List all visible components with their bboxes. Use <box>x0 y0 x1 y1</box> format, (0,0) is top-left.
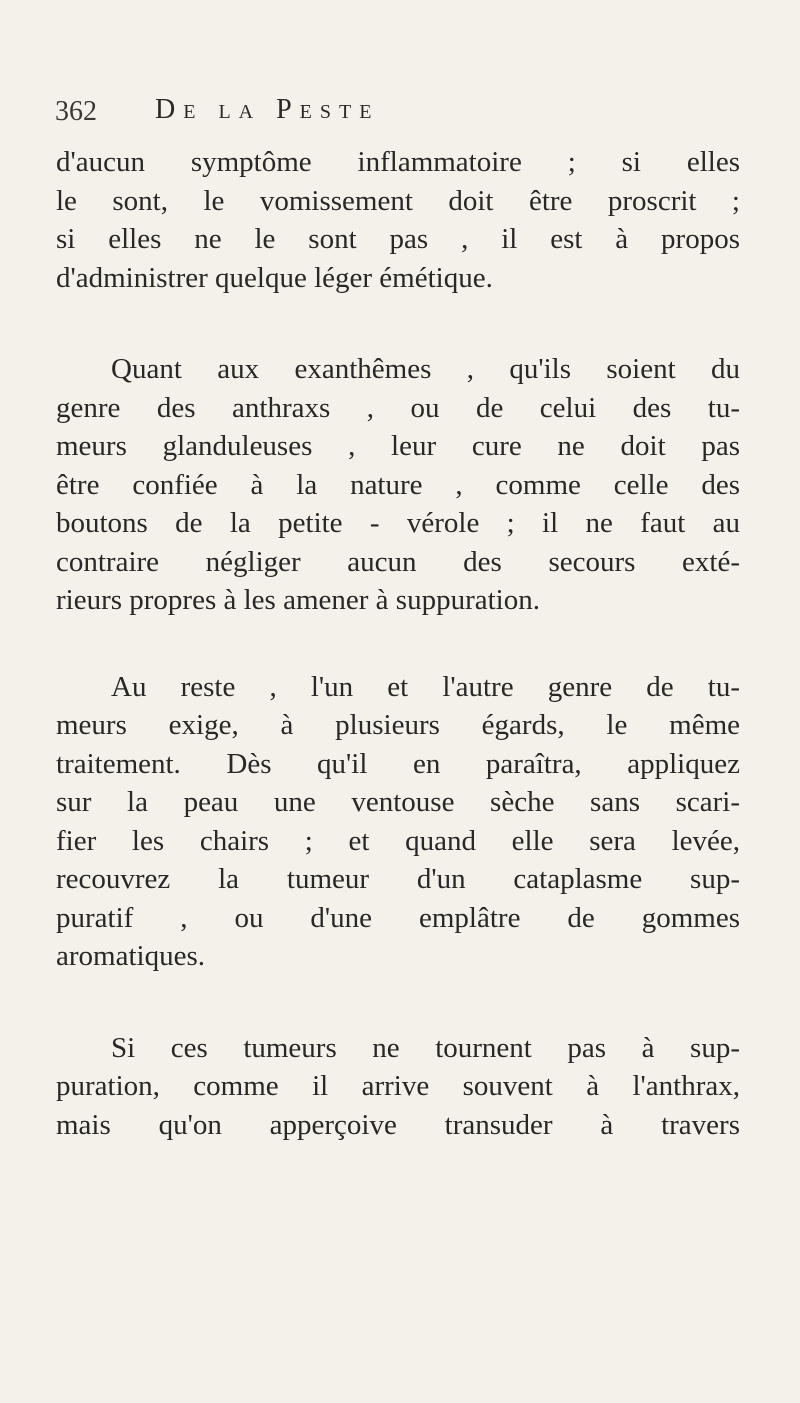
text-line: puratif , ou d'une emplâtre de gommes <box>56 901 740 934</box>
body-text <box>56 143 746 1144</box>
text-line: aromatiques. <box>56 940 205 972</box>
text-line: être confiée à la nature , comme celle des <box>56 468 740 501</box>
text-line: recouvrez la tumeur d'un cataplasme sup- <box>56 863 740 895</box>
text-line: mais qu'on apperçoive transuder à travers <box>56 1108 740 1141</box>
text-line: Si ces tumeurs ne tournent pas à sup- <box>111 1031 740 1064</box>
text-line: boutons de la petite - vérole ; il ne faut au <box>56 507 740 539</box>
text-line: rieurs propres à les amener à suppuration. <box>56 584 540 616</box>
text-line: traitement. Dès qu'il en paraîtra, appliquez <box>56 747 740 780</box>
text-line: d'administrer quelque léger émétique. <box>56 261 493 294</box>
text-line: Au reste , l'un et l'autre genre de tu- <box>111 670 740 703</box>
paragraph-4 <box>56 1029 746 1145</box>
text-line: meurs glanduleuses , leur cure ne doit pas <box>56 430 740 462</box>
text-line: si elles ne le sont pas , il est à propos <box>56 223 740 255</box>
page-number: 362 <box>55 96 97 127</box>
text-line: Quant aux exanthêmes , qu'ils soient du <box>111 353 740 385</box>
running-head <box>55 96 755 136</box>
paragraph-1 <box>56 143 746 297</box>
text-line: le sont, le vomissement doit être proscrit ; <box>56 184 740 217</box>
running-title: De la Peste <box>155 94 380 125</box>
text-line: d'aucun symptôme inflammatoire ; si elles <box>56 146 740 178</box>
text-line: puration, comme il arrive souvent à l'anthrax, <box>56 1070 740 1102</box>
text-line: contraire négliger aucun des secours exté- <box>56 545 740 578</box>
paragraph-3 <box>56 668 746 976</box>
text-line: meurs exige, à plusieurs égards, le même <box>56 709 740 741</box>
text-line: fier les chairs ; et quand elle sera levée, <box>56 824 740 857</box>
paragraph-2 <box>56 350 746 620</box>
text-line: sur la peau une ventouse sèche sans scari- <box>56 786 740 818</box>
text-line: genre des anthraxs , ou de celui des tu- <box>56 391 740 424</box>
